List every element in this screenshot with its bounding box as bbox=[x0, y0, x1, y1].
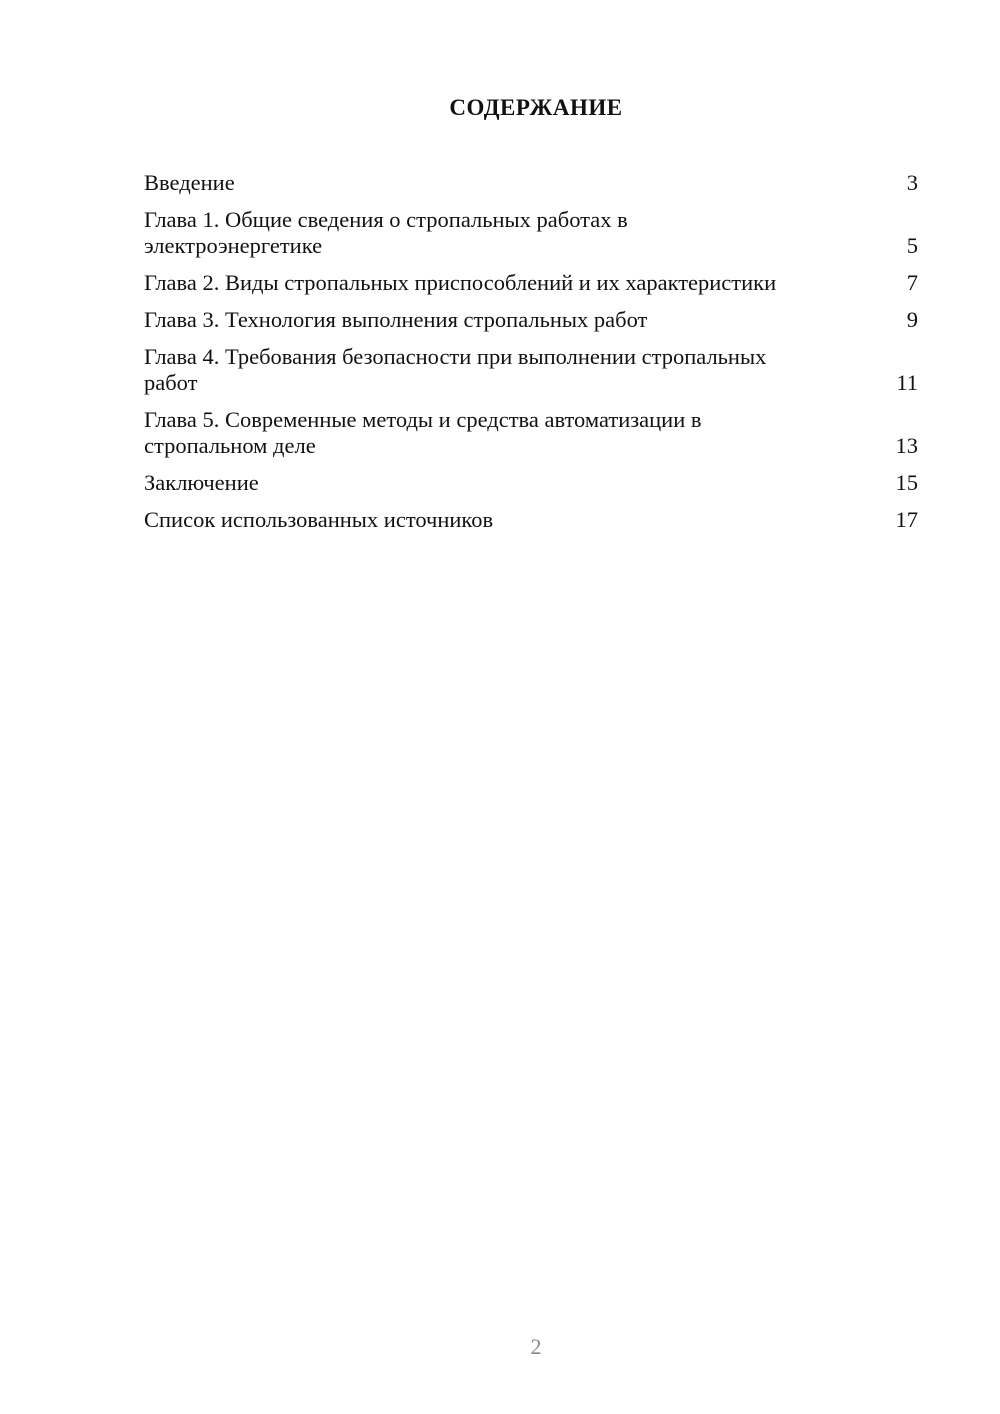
toc-item-chapter-2 bbox=[144, 270, 918, 296]
page-title: СОДЕРЖАНИЕ bbox=[449, 95, 623, 120]
toc-item-label: Глава 1. Общие сведения о стропальных работах в электроэнергетике bbox=[144, 207, 628, 258]
toc-item-chapter-3 bbox=[144, 307, 918, 333]
toc-item-chapter-5 bbox=[144, 407, 918, 459]
toc-item-introduction bbox=[144, 170, 918, 196]
toc-item-label: Введение bbox=[144, 170, 235, 195]
toc-item-page: 13 bbox=[895, 433, 918, 458]
table-of-contents bbox=[144, 170, 918, 544]
toc-item-page: 3 bbox=[906, 170, 918, 195]
toc-item-page: 15 bbox=[895, 470, 918, 495]
toc-item-page: 17 bbox=[895, 507, 918, 532]
toc-item-label: Глава 4. Требования безопасности при выполнении стропальных работ bbox=[144, 344, 767, 395]
toc-item-chapter-4 bbox=[144, 344, 918, 396]
toc-item-page: 5 bbox=[906, 233, 918, 258]
toc-item-label: Заключение bbox=[144, 470, 259, 495]
page-number: 2 bbox=[530, 1334, 542, 1359]
toc-item-label: Глава 3. Технология выполнения стропальных работ bbox=[144, 307, 648, 332]
toc-item-label: Список использованных источников bbox=[144, 507, 494, 532]
toc-item-conclusion bbox=[144, 470, 918, 496]
toc-item-label: Глава 5. Современные методы и средства автоматизации в стропальном деле bbox=[144, 407, 702, 458]
toc-item-page: 7 bbox=[906, 270, 918, 295]
toc-item-label: Глава 2. Виды стропальных приспособлений и их характеристики bbox=[144, 270, 777, 295]
toc-item-page: 9 bbox=[906, 307, 918, 332]
toc-item-page: 11 bbox=[896, 370, 918, 395]
toc-item-chapter-1 bbox=[144, 207, 918, 259]
toc-item-references bbox=[144, 507, 918, 533]
